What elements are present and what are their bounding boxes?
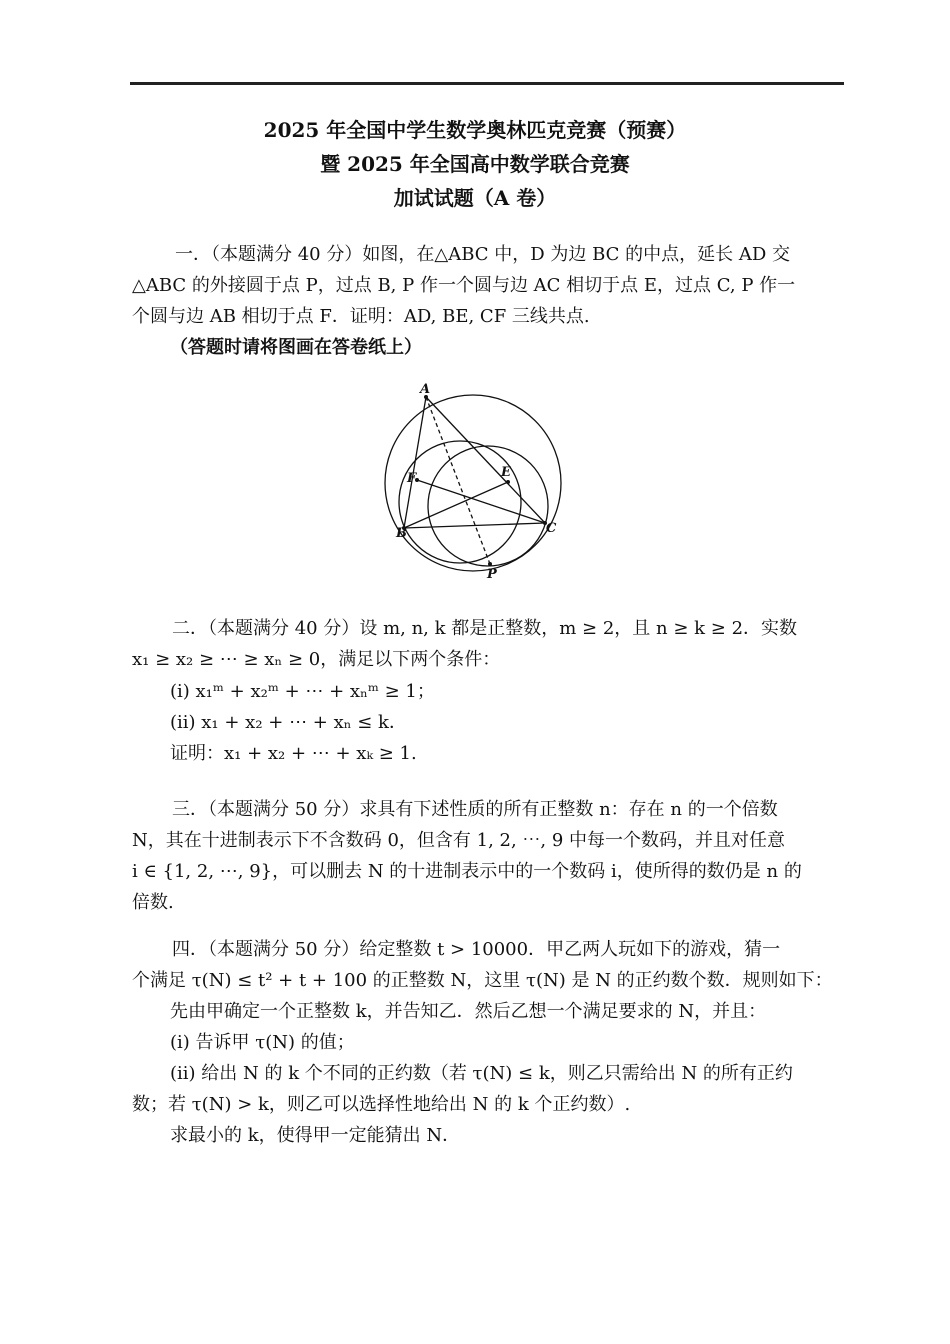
problem2-line1: 二．（本题满分 40 分）设 m, n, k 都是正整数，m ≥ 2，且 n ≥ k ≥ 2．实数 xyxy=(172,618,798,639)
geometry-figure xyxy=(380,380,580,580)
problem4-line3: 先由甲确定一个正整数 k，并告知乙．然后乙想一个满足要求的 N，并且： xyxy=(170,1001,767,1022)
title-line-1: 2025 年全国中学生数学奥林匹克竞赛（预赛） xyxy=(263,118,687,142)
problem3-line2: N，其在十进制表示下不含数码 0，但含有 1, 2, ⋯, 9 中每一个数码，并且对任意 xyxy=(132,830,786,851)
title-line-3: 加试试题（A 卷） xyxy=(393,186,557,210)
problem4-line7: 求最小的 k，使得甲一定能猜出 N． xyxy=(170,1125,461,1146)
problem4-line4: (i) 告诉甲 τ(N) 的值； xyxy=(170,1032,355,1053)
circle-through-b-p xyxy=(399,441,521,563)
problem3-line4: 倍数. xyxy=(132,892,174,913)
title-line-2: 暨 2025 年全国高中数学联合竞赛 xyxy=(320,152,630,176)
problem4-line6: 数；若 τ(N) > k，则乙可以选择性地给出 N 的 k 个正约数）. xyxy=(132,1094,631,1115)
label-b: B xyxy=(396,526,407,541)
problem1-line3: 个圆与边 AB 相切于点 F．证明：AD, BE, CF 三线共点. xyxy=(132,306,590,327)
problem3-line1: 三．（本题满分 50 分）求具有下述性质的所有正整数 n：存在 n 的一个倍数 xyxy=(172,799,778,820)
top-rule xyxy=(130,82,844,85)
problem1-line2: △ABC 的外接圆于点 P，过点 B, P 作一个圆与边 AC 相切于点 E，过点 C, P 作一 xyxy=(132,275,796,296)
line-cf xyxy=(417,480,545,523)
line-ad-extended xyxy=(426,397,490,564)
label-e: E xyxy=(501,465,511,480)
problem2-condition-2: (ii) x₁ + x₂ + ⋯ + xₙ ≤ k． xyxy=(170,712,407,733)
problem4-line2: 个满足 τ(N) ≤ t² + t + 100 的正整数 N，这里 τ(N) 是 N 的正约数个数．规则如下： xyxy=(132,970,833,991)
problem2-proof: 证明：x₁ + x₂ + ⋯ + xₖ ≥ 1. xyxy=(170,743,417,764)
point-p xyxy=(488,562,492,566)
circle-through-c-p xyxy=(428,446,548,566)
problem2-line2: x₁ ≥ x₂ ≥ ⋯ ≥ xₙ ≥ 0，满足以下两个条件： xyxy=(132,649,501,670)
problem4-line1: 四．（本题满分 50 分）给定整数 t > 10000．甲乙两人玩如下的游戏，猜一 xyxy=(172,939,781,960)
label-p: P xyxy=(487,567,497,582)
label-f: F xyxy=(407,471,417,486)
problem1-line1: 一．（本题满分 40 分）如图，在△ABC 中，D 为边 BC 的中点，延长 AD 交 xyxy=(175,244,791,265)
problem4-line5: (ii) 给出 N 的 k 个不同的正约数（若 τ(N) ≤ k，则乙只需给出 N 的所有正约 xyxy=(170,1063,793,1084)
problem3-line3: i ∈ {1, 2, ⋯, 9}，可以删去 N 的十进制表示中的一个数码 i，使所得的数仍是 n 的 xyxy=(132,861,802,882)
geometry-diagram xyxy=(380,380,580,580)
problem2-condition-1: (i) x₁ᵐ + x₂ᵐ + ⋯ + xₙᵐ ≥ 1； xyxy=(170,681,435,702)
point-e xyxy=(506,480,510,484)
label-a: A xyxy=(420,382,431,397)
problem1-note: （答题时请将图画在答卷纸上） xyxy=(170,337,422,358)
label-c: C xyxy=(546,521,557,536)
